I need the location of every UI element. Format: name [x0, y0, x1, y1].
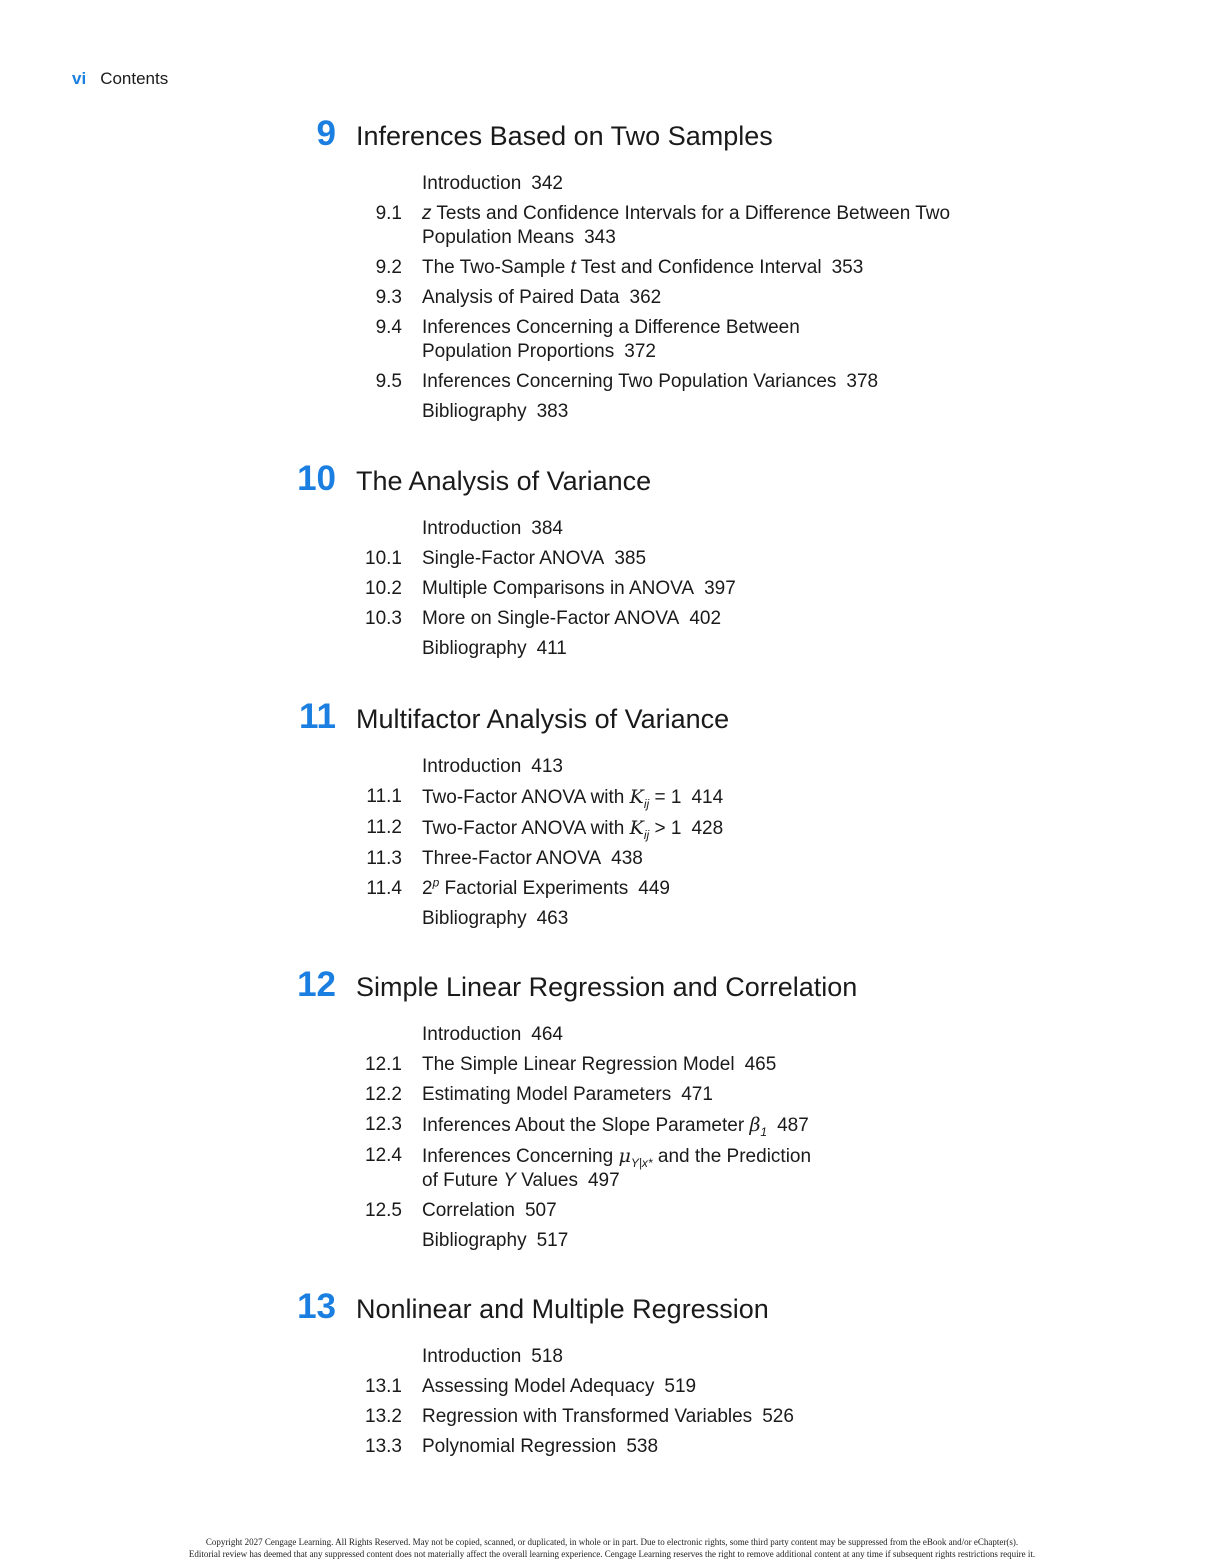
page-number: 519 [664, 1376, 697, 1397]
chapter-heading [0, 459, 1224, 503]
title-suffix: Test and Confidence Interval [575, 257, 822, 278]
section-number: 9.5 [375, 371, 402, 392]
section-title [422, 202, 982, 250]
title-text: Polynomial Regression [422, 1436, 617, 1457]
section-number: 12.4 [365, 1145, 402, 1166]
page-number: 465 [744, 1054, 777, 1075]
page-number: 411 [536, 638, 567, 659]
toc-entry [0, 202, 1224, 250]
toc-entry [0, 607, 1224, 631]
chapter-10 [0, 459, 1224, 667]
title-text: Multiple Comparisons in ANOVA [422, 578, 695, 599]
math-relation: > 1 [649, 818, 682, 839]
section-title [422, 517, 982, 541]
page-number: 464 [531, 1024, 563, 1045]
title-line2-italic: Y [503, 1170, 517, 1191]
chapter-12 [0, 965, 1224, 1259]
copyright-line-1: Copyright 2027 Cengage Learning. All Rights Reserved. May not be copied, scanned, or duplicated, in whole or in part. Due to electronic rights, some third party content may be suppressed from the eBook and/or eChapter(s). [205, 1537, 1019, 1547]
title-text: Bibliography [422, 638, 527, 659]
math-subscript: 1 [760, 1124, 768, 1139]
title-suffix: and the Prediction [652, 1146, 812, 1167]
section-number: 9.4 [375, 317, 402, 338]
section-title [422, 1053, 982, 1077]
toc-entry [0, 877, 1224, 901]
page-number: 414 [691, 787, 724, 808]
title-text: The Two-Sample [422, 257, 571, 278]
toc-entry [0, 1229, 1224, 1253]
toc-entry [0, 172, 1224, 196]
section-title [422, 547, 982, 571]
section-title [422, 256, 982, 280]
toc-entry [0, 1083, 1224, 1107]
title-text: Two-Factor ANOVA with [422, 818, 630, 839]
toc-entry [0, 755, 1224, 779]
toc-entry [0, 1345, 1224, 1369]
chapter-heading [0, 114, 1224, 158]
toc-entry [0, 847, 1224, 871]
title-text: Inferences Concerning Two Population Variances [422, 371, 837, 392]
math-relation: = 1 [649, 787, 682, 808]
title-text: Introduction [422, 1024, 522, 1045]
chapter-number: 9 [316, 114, 336, 153]
page-number: 487 [777, 1115, 809, 1136]
toc-entry [0, 400, 1224, 424]
toc-entry [0, 816, 1224, 841]
section-title [422, 1023, 982, 1047]
section-number: 12.2 [365, 1084, 402, 1105]
toc-entry [0, 316, 1224, 364]
title-text: More on Single-Factor ANOVA [422, 608, 680, 629]
chapter-title: Nonlinear and Multiple Regression [356, 1294, 769, 1324]
toc-entry [0, 256, 1224, 280]
page-number: 402 [689, 608, 722, 629]
title-line2: Population Means [422, 227, 575, 248]
toc-entry [0, 1053, 1224, 1077]
chapter-9 [0, 114, 1224, 430]
toc-entry [0, 907, 1224, 931]
page-number: 397 [704, 578, 736, 599]
title-text: Three-Factor ANOVA [422, 848, 602, 869]
title-text: Factorial Experiments [439, 878, 629, 899]
section-number: 11.4 [366, 878, 402, 899]
math-variable: K [629, 817, 644, 839]
page-number: 384 [531, 518, 563, 539]
toc-entry [0, 1199, 1224, 1223]
chapter-heading [0, 697, 1224, 741]
title-text: Introduction [422, 756, 522, 777]
section-number: 13.3 [365, 1436, 402, 1457]
title-text: Assessing Model Adequacy [422, 1376, 655, 1397]
page-number: 497 [587, 1170, 620, 1191]
page-number: 463 [536, 908, 569, 929]
page-number: 383 [536, 401, 569, 422]
math-variable: β [749, 1114, 761, 1136]
section-title [422, 847, 982, 871]
section-number: 12.3 [365, 1114, 402, 1135]
toc-entry [0, 370, 1224, 394]
section-title [422, 370, 982, 394]
math-subscript: ij [643, 827, 650, 842]
title-text: Bibliography [422, 401, 527, 422]
title-line2: Population Proportions [422, 341, 615, 362]
math-variable: K [629, 786, 644, 808]
title-italic: t [570, 257, 576, 278]
section-title [422, 607, 982, 631]
math-variable: μ [618, 1145, 631, 1167]
section-number: 10.3 [365, 608, 402, 629]
section-title [422, 1405, 982, 1429]
section-number: 10.1 [365, 548, 402, 569]
chapter-entries [0, 1023, 1224, 1253]
section-title [422, 172, 982, 196]
chapter-number: 12 [297, 965, 336, 1004]
page-number: 526 [762, 1406, 794, 1427]
section-title [422, 1083, 982, 1107]
section-number: 13.1 [365, 1376, 402, 1397]
copyright-line-2: Editorial review has deemed that any suppressed content does not materially affect the overall learning experience. Cengage Learning reserves the right to remove additional content at any time if subsequent rights restrictions require it. [188, 1549, 1036, 1559]
toc-entry [0, 1144, 1224, 1193]
page-number: 507 [524, 1200, 557, 1221]
title-text: Bibliography [422, 1230, 527, 1251]
page-number: 343 [584, 227, 616, 248]
section-title [422, 755, 982, 779]
title-text: Estimating Model Parameters [422, 1084, 672, 1105]
page-number: 438 [611, 848, 643, 869]
title-text: Correlation [422, 1200, 515, 1221]
title-line2: Values [516, 1170, 578, 1191]
title-text: Introduction [422, 518, 522, 539]
math-subscript: Y|x* [630, 1155, 653, 1170]
page-number: 413 [531, 756, 563, 777]
page-number: 449 [638, 878, 670, 899]
title-superscript: p [432, 875, 440, 890]
page-number: 428 [691, 818, 724, 839]
section-number: 12.1 [365, 1054, 402, 1075]
section-title [422, 907, 982, 931]
chapter-heading [0, 965, 1224, 1009]
toc-entry [0, 547, 1224, 571]
section-number: 9.3 [375, 287, 402, 308]
page-number: 471 [681, 1084, 713, 1105]
toc-entry [0, 1375, 1224, 1399]
section-title [422, 637, 982, 661]
title-text: Introduction [422, 173, 522, 194]
chapter-heading [0, 1287, 1224, 1331]
title-text: The Simple Linear Regression Model [422, 1054, 735, 1075]
copyright-footer [0, 1536, 1224, 1560]
title-text: Introduction [422, 1346, 522, 1367]
title-line2-prefix: of Future [422, 1170, 504, 1191]
chapter-11 [0, 697, 1224, 937]
section-title [422, 1144, 982, 1193]
page-number: 372 [624, 341, 656, 362]
section-title [422, 816, 982, 841]
chapter-13 [0, 1287, 1224, 1465]
title-italic-prefix: z [422, 203, 432, 224]
title-text: Inferences Concerning [422, 1146, 619, 1167]
page-number: 385 [614, 548, 647, 569]
title-text: Analysis of Paired Data [422, 287, 620, 308]
chapter-entries [0, 172, 1224, 424]
toc-entry [0, 1023, 1224, 1047]
title-base: 2 [422, 878, 433, 899]
title-text: Two-Factor ANOVA with [422, 787, 630, 808]
running-head [72, 68, 168, 90]
section-title [422, 785, 982, 810]
toc-entry [0, 577, 1224, 601]
section-title [422, 877, 982, 901]
section-number: 9.1 [375, 203, 402, 224]
title-text: Inferences About the Slope Parameter [422, 1115, 750, 1136]
section-number: 11.2 [366, 817, 402, 838]
title-text: Tests and Confidence Intervals for a Difference Between Two [431, 203, 951, 224]
chapter-number: 10 [297, 459, 336, 498]
section-title [422, 1199, 982, 1223]
toc-entry [0, 286, 1224, 310]
toc-entry [0, 1435, 1224, 1459]
chapter-title: Inferences Based on Two Samples [356, 121, 773, 151]
chapter-title: Multifactor Analysis of Variance [356, 704, 730, 734]
chapter-number: 11 [299, 697, 336, 736]
math-subscript: ij [643, 796, 650, 811]
section-number: 13.2 [365, 1406, 402, 1427]
title-text: Bibliography [422, 908, 527, 929]
section-title [422, 1113, 982, 1138]
section-title [422, 1435, 982, 1459]
section-number: 9.2 [375, 257, 402, 278]
toc-entry [0, 1405, 1224, 1429]
title-text: Regression with Transformed Variables [422, 1406, 753, 1427]
section-number: 11.1 [366, 786, 402, 807]
toc-entry [0, 785, 1224, 810]
chapter-number: 13 [297, 1287, 336, 1326]
section-title [422, 1345, 982, 1369]
chapter-entries [0, 517, 1224, 661]
section-title [422, 1229, 982, 1253]
section-number: 10.2 [365, 578, 402, 599]
page-number: 517 [536, 1230, 569, 1251]
running-head-label: Contents [100, 69, 169, 88]
chapter-title: The Analysis of Variance [356, 466, 652, 496]
toc-entry [0, 1113, 1224, 1138]
page-number: 378 [846, 371, 879, 392]
chapter-entries [0, 1345, 1224, 1459]
section-number: 12.5 [365, 1200, 402, 1221]
toc-entry [0, 637, 1224, 661]
page-number: 538 [626, 1436, 659, 1457]
chapter-title: Simple Linear Regression and Correlation [356, 972, 858, 1002]
section-number: 11.3 [366, 848, 402, 869]
section-title [422, 1375, 982, 1399]
section-title [422, 316, 982, 364]
page-number: 362 [629, 287, 662, 308]
title-text: Single-Factor ANOVA [422, 548, 605, 569]
section-title [422, 400, 982, 424]
chapter-entries [0, 755, 1224, 931]
page-number: 353 [831, 257, 864, 278]
toc-entry [0, 517, 1224, 541]
title-text: Inferences Concerning a Difference Between [422, 317, 800, 338]
page-number: 518 [531, 1346, 563, 1367]
section-title [422, 286, 982, 310]
page-number: 342 [531, 173, 563, 194]
page-folio: vi [72, 69, 87, 88]
section-title [422, 577, 982, 601]
